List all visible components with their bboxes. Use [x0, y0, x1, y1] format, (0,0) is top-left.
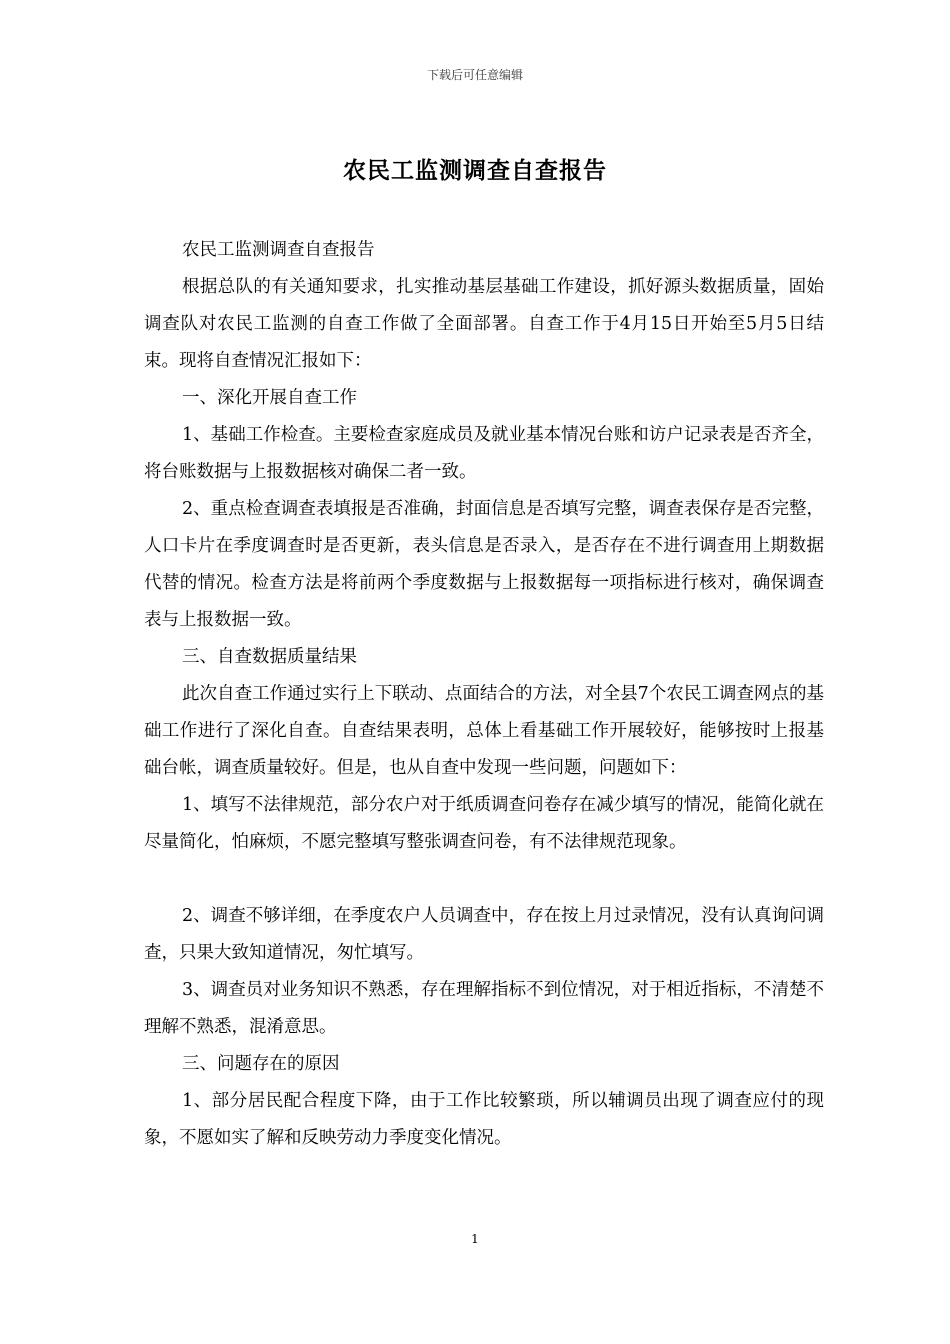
paragraph-intro: 根据总队的有关通知要求，扎实推动基层基础工作建设，抓好源头数据质量，固始调查队对农民工监测的自查工作做了全面部署。自查工作于4月15日开始至5月5日结束。现将自查情况汇报如下： [144, 277, 824, 371]
paragraph-results: 此次自查工作通过实行上下联动、点面结合的方法，对全县7个农民工调查网点的基础工作进行了深化自查。自查结果表明，总体上看基础工作开展较好，能够按时上报基础台帐，调查质量较好。但是，也从自查中发现一些问题，问题如下： [144, 684, 824, 778]
paragraph-item: 3、调查员对业务知识不熟悉，存在理解指标不到位情况，对于相近指标，不清楚不理解不熟悉，混淆意思。 [144, 980, 824, 1037]
section-heading-1: 一、深化开展自查工作 [182, 388, 357, 408]
section-heading-2: 三、自查数据质量结果 [182, 647, 357, 667]
document-title: 农民工监测调查自查报告 [343, 157, 607, 184]
paragraph-item: 1、部分居民配合程度下降，由于工作比较繁琐，所以辅调员出现了调查应付的现象，不愿如实了解和反映劳动力季度变化情况。 [144, 1091, 824, 1148]
paragraph-subtitle: 农民工监测调查自查报告 [182, 240, 375, 260]
section-heading-3: 三、问题存在的原因 [182, 1054, 340, 1074]
page-number: 1 [471, 1232, 479, 1246]
paragraph-item: 1、基础工作检查。主要检查家庭成员及就业基本情况台账和访户记录表是否齐全，将台账数据与上报数据核对确保二者一致。 [144, 425, 824, 482]
blank-line [144, 861, 824, 898]
paragraph-item: 1、填写不法律规范，部分农户对于纸质调查问卷存在减少填写的情况，能简化就在尽量简化，怕麻烦，不愿完整填写整张调查问卷，有不法律规范现象。 [144, 795, 824, 852]
document-body [144, 232, 824, 1157]
header-note: 下载后可任意编辑 [426, 68, 523, 82]
paragraph-item: 2、调查不够详细，在季度农户人员调查中，存在按上月过录情况，没有认真询问调查，只果大致知道情况，匆忙填写。 [144, 906, 824, 963]
paragraph-item: 2、重点检查调查表填报是否准确，封面信息是否填写完整，调查表保存是否完整，人口卡片在季度调查时是否更新，表头信息是否录入，是否存在不进行调查用上期数据代替的情况。检查方法是将前两个季度数据与上报数据每一项指标进行核对，确保调查表与上报数据一致。 [144, 499, 824, 630]
